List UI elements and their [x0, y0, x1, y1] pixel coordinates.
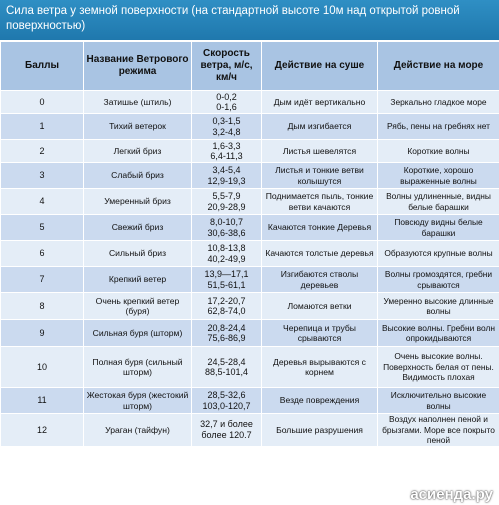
- table-row: [1, 347, 499, 388]
- col-header-land: Действие на суше: [262, 42, 378, 91]
- ball-cell: 2: [1, 140, 84, 163]
- speed-cell: 0-0,2 0-1,6: [192, 91, 262, 114]
- ball-cell: 6: [1, 241, 84, 267]
- land-effect-cell: Листья и тонкие ветви колышутся: [262, 163, 378, 189]
- col-header-ball: Баллы: [1, 42, 84, 91]
- table-row: [1, 293, 499, 320]
- land-effect-cell: Ломаются ветки: [262, 293, 378, 320]
- ball-cell: 7: [1, 267, 84, 293]
- speed-cell: 24,5-28,4 88,5-101,4: [192, 347, 262, 388]
- name-cell: Умеренный бриз: [84, 189, 192, 215]
- ball-cell: 4: [1, 189, 84, 215]
- speed-cell: 13,9—17,1 51,5-61,1: [192, 267, 262, 293]
- ball-cell: 11: [1, 388, 84, 414]
- col-header-sea: Действие на море: [378, 42, 499, 91]
- ball-cell: 5: [1, 215, 84, 241]
- column-header-row: [1, 42, 499, 91]
- table-row: [1, 91, 499, 114]
- name-cell: Крепкий ветер: [84, 267, 192, 293]
- sea-effect-cell: Образуются крупные волны: [378, 241, 499, 267]
- land-effect-cell: Черепица и трубы срываются: [262, 320, 378, 347]
- sea-effect-cell: Волны громоздятся, гребни срываются: [378, 267, 499, 293]
- col-header-name: Название Ветрового режима: [84, 42, 192, 91]
- name-cell: Затишье (штиль): [84, 91, 192, 114]
- land-effect-cell: Дым идёт вертикально: [262, 91, 378, 114]
- speed-cell: 32,7 и более более 120.7: [192, 414, 262, 447]
- table-row: [1, 189, 499, 215]
- name-cell: Тихий ветерок: [84, 114, 192, 140]
- watermark: асиенда.ру: [410, 486, 493, 503]
- land-effect-cell: Изгибаются стволы деревьев: [262, 267, 378, 293]
- wind-force-table: [0, 41, 499, 447]
- name-cell: Свежий бриз: [84, 215, 192, 241]
- sea-effect-cell: Очень высокие волны. Поверхность белая от пены. Видимость плохая: [378, 347, 499, 388]
- name-cell: Жестокая буря (жестокий шторм): [84, 388, 192, 414]
- table-row: [1, 114, 499, 140]
- sea-effect-cell: Высокие волны. Гребни волн опрокидываются: [378, 320, 499, 347]
- table-row: [1, 267, 499, 293]
- land-effect-cell: Поднимается пыль, тонкие ветви качаются: [262, 189, 378, 215]
- table-row: [1, 241, 499, 267]
- speed-cell: 17,2-20,7 62,8-74,0: [192, 293, 262, 320]
- sea-effect-cell: Повсюду видны белые барашки: [378, 215, 499, 241]
- table-row: [1, 414, 499, 447]
- name-cell: Слабый бриз: [84, 163, 192, 189]
- name-cell: Сильный бриз: [84, 241, 192, 267]
- ball-cell: 1: [1, 114, 84, 140]
- ball-cell: 9: [1, 320, 84, 347]
- name-cell: Ураган (тайфун): [84, 414, 192, 447]
- speed-cell: 5,5-7,9 20,9-28,9: [192, 189, 262, 215]
- land-effect-cell: Листья шевелятся: [262, 140, 378, 163]
- name-cell: Полная буря (сильный шторм): [84, 347, 192, 388]
- land-effect-cell: Дым изгибается: [262, 114, 378, 140]
- table-row: [1, 140, 499, 163]
- sea-effect-cell: Исключительно высокие волны: [378, 388, 499, 414]
- speed-cell: 1,6-3,3 6,4-11,3: [192, 140, 262, 163]
- name-cell: Очень крепкий ветер (буря): [84, 293, 192, 320]
- land-effect-cell: Большие разрушения: [262, 414, 378, 447]
- sea-effect-cell: Короткие волны: [378, 140, 499, 163]
- name-cell: Легкий бриз: [84, 140, 192, 163]
- land-effect-cell: Деревья вырываются с корнем: [262, 347, 378, 388]
- table-row: [1, 320, 499, 347]
- speed-cell: 28,5-32,6 103,0-120,7: [192, 388, 262, 414]
- sea-effect-cell: Короткие, хорошо выраженные волны: [378, 163, 499, 189]
- speed-cell: 20,8-24,4 75,6-86,9: [192, 320, 262, 347]
- table-row: [1, 388, 499, 414]
- speed-cell: 3,4-5,4 12,9-19,3: [192, 163, 262, 189]
- table-title: Сила ветра у земной поверхности (на стандартной высоте 10м над открытой ровной поверхностью): [0, 0, 499, 40]
- ball-cell: 10: [1, 347, 84, 388]
- col-header-speed: Скорость ветра, м/с, км/ч: [192, 42, 262, 91]
- speed-cell: 8,0-10,7 30,6-38,6: [192, 215, 262, 241]
- table-row: [1, 215, 499, 241]
- land-effect-cell: Качаются толстые деревья: [262, 241, 378, 267]
- sea-effect-cell: Зеркально гладкое море: [378, 91, 499, 114]
- ball-cell: 12: [1, 414, 84, 447]
- table-row: [1, 163, 499, 189]
- ball-cell: 0: [1, 91, 84, 114]
- sea-effect-cell: Волны удлиненные, видны белые барашки: [378, 189, 499, 215]
- land-effect-cell: Качаются тонкие Деревья: [262, 215, 378, 241]
- ball-cell: 3: [1, 163, 84, 189]
- ball-cell: 8: [1, 293, 84, 320]
- sea-effect-cell: Умеренно высокие длинные волны: [378, 293, 499, 320]
- name-cell: Сильная буря (шторм): [84, 320, 192, 347]
- sea-effect-cell: Воздух наполнен пеной и брызгами. Море все покрыто пеной: [378, 414, 499, 447]
- land-effect-cell: Везде повреждения: [262, 388, 378, 414]
- sea-effect-cell: Рябь, пены на гребнях нет: [378, 114, 499, 140]
- speed-cell: 10,8-13,8 40,2-49,9: [192, 241, 262, 267]
- speed-cell: 0,3-1,5 3,2-4,8: [192, 114, 262, 140]
